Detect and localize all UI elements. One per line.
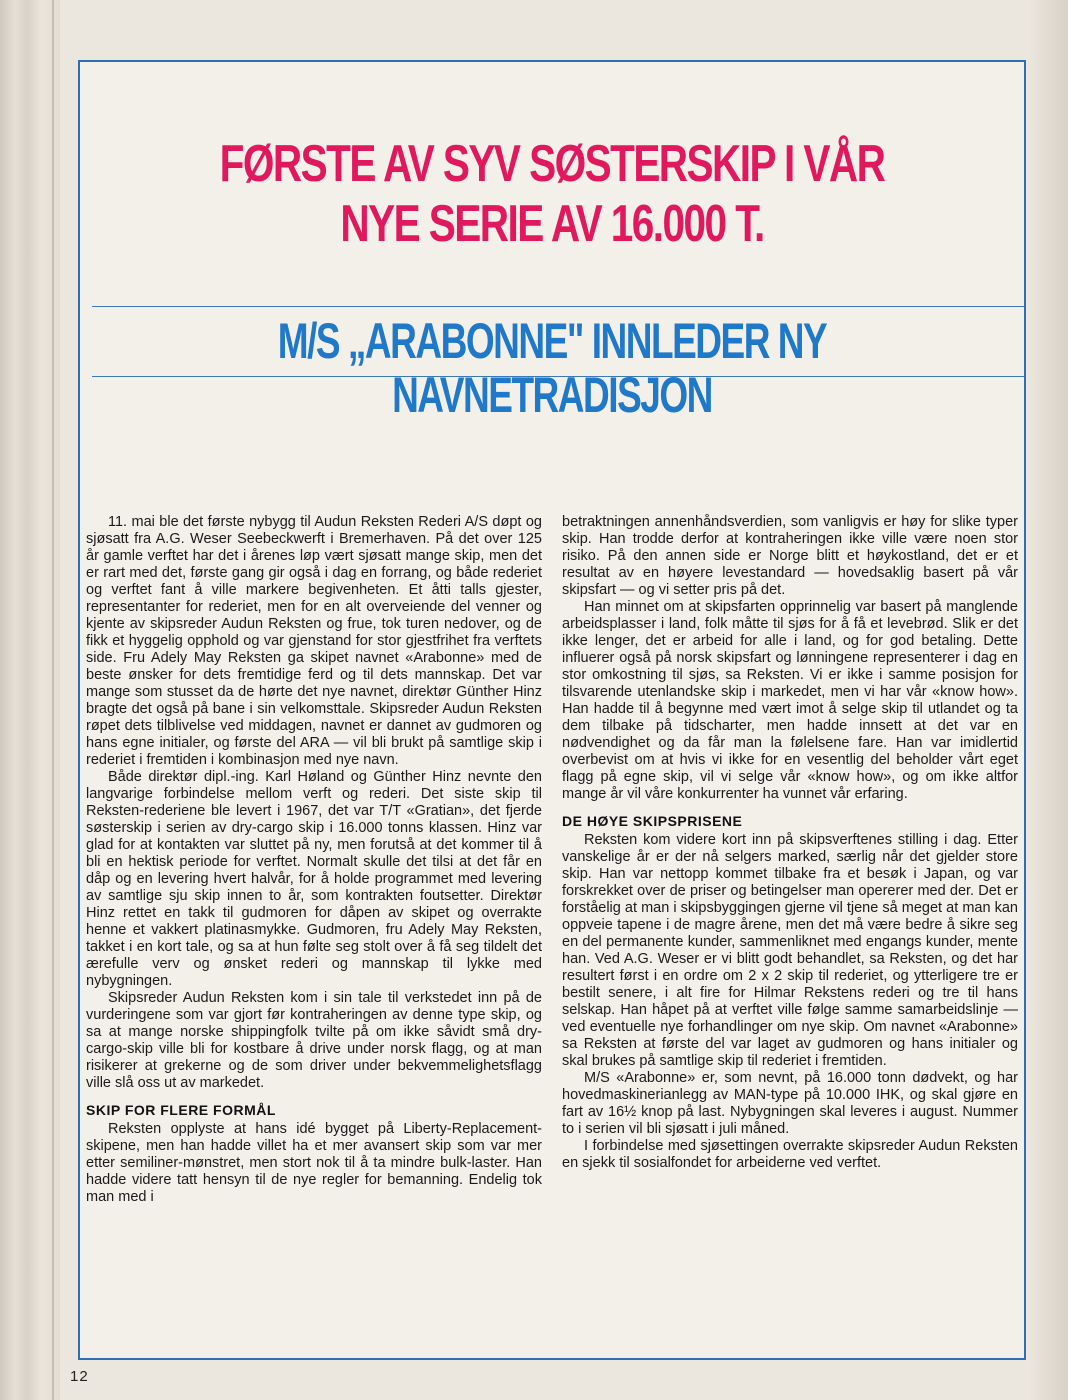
article-frame xyxy=(78,60,1026,1360)
paragraph: M/S «Arabonne» er, som nevnt, på 16.000 tonn dødvekt, og har hovedmaskinerianlegg av MAN-type på 10.000 IHK, og skal gjøre en fart av 16½ knop på last. Nybygningen skal leveres i august. Nummer to i serien vil bli sjøsatt i juli måned. xyxy=(562,1070,1018,1137)
subheadline-top-rule xyxy=(92,306,1024,307)
article-body xyxy=(86,514,1018,1344)
paragraph: Både direktør dipl.-ing. Karl Høland og Günther Hinz nevnte den langvarige forbindelse mellom verft og rederi. Det siste skip til Reksten-rederiene ble levert i 1967, det var T/T «Gratian», det fjerde søsterskip i serien av dry-cargo skip i 16.000 tonns klassen. Hinz var glad for at kontakten var sluttet på ny, men forutså at det kommer til å bli en hektisk periode for verftet. Normalt skulle det tilsi at det får en dåp og en levering hvert halvår, for å holde programmet med levering av samtlige sju skip innen to år, som kontrakten foutsetter. Direktør Hinz rettet en takk til gudmoren for dåpen av skipet og overrakte henne et vakkert platinasmykke. Gudmoren, fru Adely May Reksten, takket i en kort tale, og sa at hun følte seg stolt over å få seg tildelt det ærefulle verv og ønsket rederi og mannskap til lykke med nybygningen. xyxy=(86,769,542,989)
paragraph: 11. mai ble det første nybygg til Audun Reksten Rederi A/S døpt og sjøsatt fra A.G. Weser Seebeckwerft i Bremerhaven. På det over 125 år gamle verftet har det i årenes løp vært sjøsatt mange skip, men det er rart med det, første gang gir også i dag en forrang, og både rederiet og verftet fant å ville markere begivenheten. Et åtti talls gjester, representanter for rederiet, men for en alt overveiende del venner og kjente av skipsreder Audun Reksten og frue, tok turen nedover, og de fikk et hyggelig opphold og var gjenstand for stor gjestfrihet fra verftets side. Fru Adely May Reksten ga skipet navnet «Arabonne» med de beste ønsker for dets fremtidige ferd og til dets mannskap. Det var mange som stusset da de hørte det nye navnet, direktør Günther Hinz bragte det også på bane i sin velkomsttale. Skipsreder Audun Reksten røpet dets tilblivelse ved middagen, navnet er dannet av gudmoren og hans egne initialer, og første del ARA — vil bli brukt på samtlige skip i rederiet i fremtiden i kombinasjon med nye navn. xyxy=(86,514,542,768)
left-column xyxy=(86,514,542,1344)
section-heading: SKIP FOR FLERE FORMÅL xyxy=(86,1102,276,1118)
right-column xyxy=(562,514,1018,1344)
headline xyxy=(184,134,920,254)
paragraph: betraktningen annenhåndsverdien, som vanligvis er høy for slike typer skip. Han trodde derfor at kontraheringen ikke ville være noen stor risiko. På den annen side er Norge blitt et høykostland, det er et resultat av en høyere levestandard — hovedsaklig basert på vår skipsfart — og vi setter pris på det. xyxy=(562,514,1018,598)
paragraph: Reksten opplyste at hans idé bygget på Liberty-Replacement-skipene, men han hadde villet ha et mer avansert skip som var mer etter semiliner-mønstret, men stort nok til å ta mindre bulk-laster. Han hadde videre tatt hensyn til de nye regler for bemanning. Endelig tok man med i xyxy=(86,1121,542,1205)
headline-line-2: NYE SERIE AV 16.000 T. xyxy=(340,195,764,253)
subheadline-bottom-rule xyxy=(92,376,1024,377)
paragraph: Skipsreder Audun Reksten kom i sin tale til verkstedet inn på de vurderingene som var gjort før kontraheringen av denne type skip, og sa at mange norske shippingfolk tvilte på om ikke såvidt små dry-cargo-skip ville bli for kostbare å drive under norsk flagg, og at man risikerer at grekerne og de som driver under bekvemmelighetsflagg ville slå oss ut av markedet. xyxy=(86,990,542,1091)
page-edge-shadow xyxy=(1028,0,1068,1400)
paragraph: I forbindelse med sjøsettingen overrakte skipsreder Audun Reksten en sjekk til sosialfondet for arbeiderne ved verftet. xyxy=(562,1138,1018,1171)
paragraph: Han minnet om at skipsfarten opprinnelig var basert på manglende arbeidsplasser i land, folk måtte til sjøs for å få et levebrød. Slik er det ikke lenger, det er arbeid for alle i land, og for god betaling. Dette influerer også på norsk skipsfart og lønningene representerer i dag en stor omkostning til sjøs, sa Reksten. Vi er ikke i samme posisjon for tilsvarende utenlandske skip i markedet, men vi har vår «know how». Han hadde til å begynne med vært imot å selge skip til utlandet og ta dem tilbake på tidscharter, men hadde innsett at det var en nødvendighet og da får man la følelsene fare. Han var imidlertid overbevist om at hvis vi ikke for en vesentlig del beholder vårt eget flagg på egne skip, vil vi selge vår «know how», og om ikke altfor mange år vil våre konkurrenter ha vunnet vår erfaring. xyxy=(562,599,1018,802)
headline-line-1: FØRSTE AV SYV SØSTERSKIP I VÅR xyxy=(219,135,885,193)
section-heading: DE HØYE SKIPSPRISENE xyxy=(562,813,743,829)
book-binding xyxy=(0,0,60,1400)
page-number: 12 xyxy=(70,1368,89,1385)
subheadline: M/S „ARABONNE" INNLEDER NY NAVNETRADISJON xyxy=(277,313,827,423)
paragraph: Reksten kom videre kort inn på skipsverftenes stilling i dag. Etter vanskelige år er der nå selgers marked, særlig når det gjelder store skip. Han var nettopp kommet tilbake fra et besøk i Japan, og var forskrekket over de priser og betingelser man opererer med der. Det er forståelig at man i skipsbyggingen gjerne vil tjene så meget at man kan oppveie tapene i de magre årene, men det må være bedre å sikre seg en del permanente kunder, sammenliknet med engangs kunder, mente han. Ved A.G. Weser er vi blitt godt behandlet, sa Reksten, og det har resultert først i en ordre om 2 x 2 skip til rederiet, og ytterligere tre er bestilt senere, i alt fire for Hilmar Rekstens rederi og tre til hans selskap. Han håpet på at verftet ville følge samme samarbeidslinje — ved eventuelle nye forhandlinger om nye skip. Om navnet «Arabonne» sa Reksten at første del var laget av gudmoren og hans initialer og skal brukes på samtlige skip til rederiet i fremtiden. xyxy=(562,832,1018,1069)
